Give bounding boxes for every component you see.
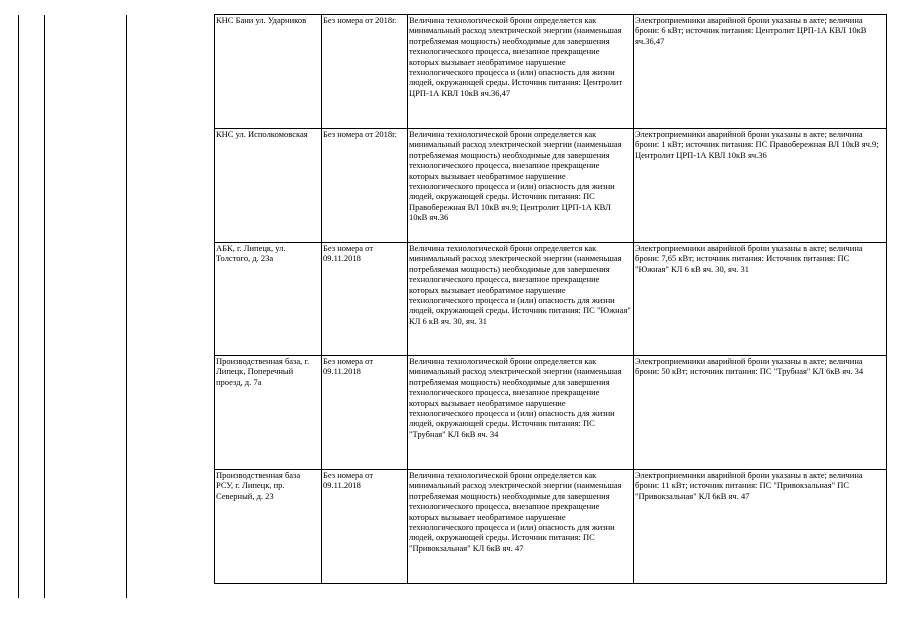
object-cell: Производственная база, г. Липецк, Поперечный проезд, д. 7а — [215, 356, 322, 470]
table-row — [215, 356, 887, 470]
act-cell: Без номера от 09.11.2018 — [322, 243, 408, 356]
act-cell: Без номера от 2018г. — [322, 129, 408, 243]
reservation-table — [214, 14, 887, 584]
table-row — [215, 470, 887, 584]
column-divider — [126, 15, 127, 598]
emergency-reserve-cell: Электроприемники аварийной брони указаны в акте; величина брони: 11 кВт; источник питания: ПС "Привокзальная" ПС "Привокзальная" КЛ 6кВ яч. 47 — [634, 470, 887, 584]
table-row — [215, 243, 887, 356]
emergency-reserve-cell: Электроприемники аварийной брони указаны в акте; величина брони: 1 кВт; источник питания: ПС Правобережная ВЛ 10кВ яч.9; Центролит ЦРП-1А КВЛ 10кВ яч.36 — [634, 129, 887, 243]
act-cell: Без номера от 09.11.2018 — [322, 470, 408, 584]
left-table-border — [18, 15, 19, 598]
emergency-reserve-cell: Электроприемники аварийной брони указаны в акте; величина брони: 6 кВт; источник питания: Центролит ЦРП-1А КВЛ 10кВ яч.36,47 — [634, 15, 887, 129]
emergency-reserve-cell: Электроприемники аварийной брони указаны в акте; величина брони: 50 кВт; источник питания: ПС "Трубная" КЛ 6кВ яч. 34 — [634, 356, 887, 470]
tech-reserve-cell: Величина технологической брони определяется как минимальный расход электрической энергии (наименьшая потребляемая мощность) необходимые для завершения технологического процесса, внезапное прекращение которых вызывает необратимое нарушение технологического процесса и (или) опасность для жизни людей, окружающей среды. Источник питания: ПС "Южная" КЛ 6 кВ яч. 30, яч. 31 — [408, 243, 634, 356]
tech-reserve-cell: Величина технологической брони определяется как минимальный расход электрической энергии (наименьшая потребляемая мощность) необходимые для завершения технологического процесса, внезапное прекращение которых вызывает необратимое нарушение технологического процесса и (или) опасность для жизни людей, окружающей среды. Источник питания: ПС "Привокзальная" КЛ 6кВ яч. 47 — [408, 470, 634, 584]
object-cell: АБК, г. Липецк, ул. Толстого, д. 23а — [215, 243, 322, 356]
tech-reserve-cell: Величина технологической брони определяется как минимальный расход электрической энергии (наименьшая потребляемая мощность) необходимые для завершения технологического процесса, внезапное прекращение которых вызывает необратимое нарушение технологического процесса и (или) опасность для жизни людей, окружающей среды. Источник питания: Центролит ЦРП-1А КВЛ 10кВ яч.36,47 — [408, 15, 634, 129]
object-cell: Производственная база РСУ, г. Липецк, пр. Северный, д. 23 — [215, 470, 322, 584]
table-row — [215, 129, 887, 243]
tech-reserve-cell: Величина технологической брони определяется как минимальный расход электрической энергии (наименьшая потребляемая мощность) необходимые для завершения технологического процесса, внезапное прекращение которых вызывает необратимое нарушение технологического процесса и (или) опасность для жизни людей, окружающей среды. Источник питания: ПС Правобережная ВЛ 10кВ яч.9; Центролит ЦРП-1А КВЛ 10кВ яч.36 — [408, 129, 634, 243]
act-cell: Без номера от 09.11.2018 — [322, 356, 408, 470]
object-cell: КНС ул. Исполкомовская — [215, 129, 322, 243]
act-cell: Без номера от 2018г. — [322, 15, 408, 129]
table-row — [215, 15, 887, 129]
tech-reserve-cell: Величина технологической брони определяется как минимальный расход электрической энергии (наименьшая потребляемая мощность) необходимые для завершения технологического процесса, внезапное прекращение которых вызывает необратимое нарушение технологического процесса и (или) опасность для жизни людей, окружающей среды. Источник питания: ПС "Трубная" КЛ 6кВ яч. 34 — [408, 356, 634, 470]
column-divider — [44, 15, 45, 598]
emergency-reserve-cell: Электроприемники аварийной брони указаны в акте; величина брони: 7,65 кВт; источник питания: Источник питания: ПС "Южная" КЛ 6 кВ яч. 30, яч. 31 — [634, 243, 887, 356]
object-cell: КНС Бани ул. Ударников — [215, 15, 322, 129]
